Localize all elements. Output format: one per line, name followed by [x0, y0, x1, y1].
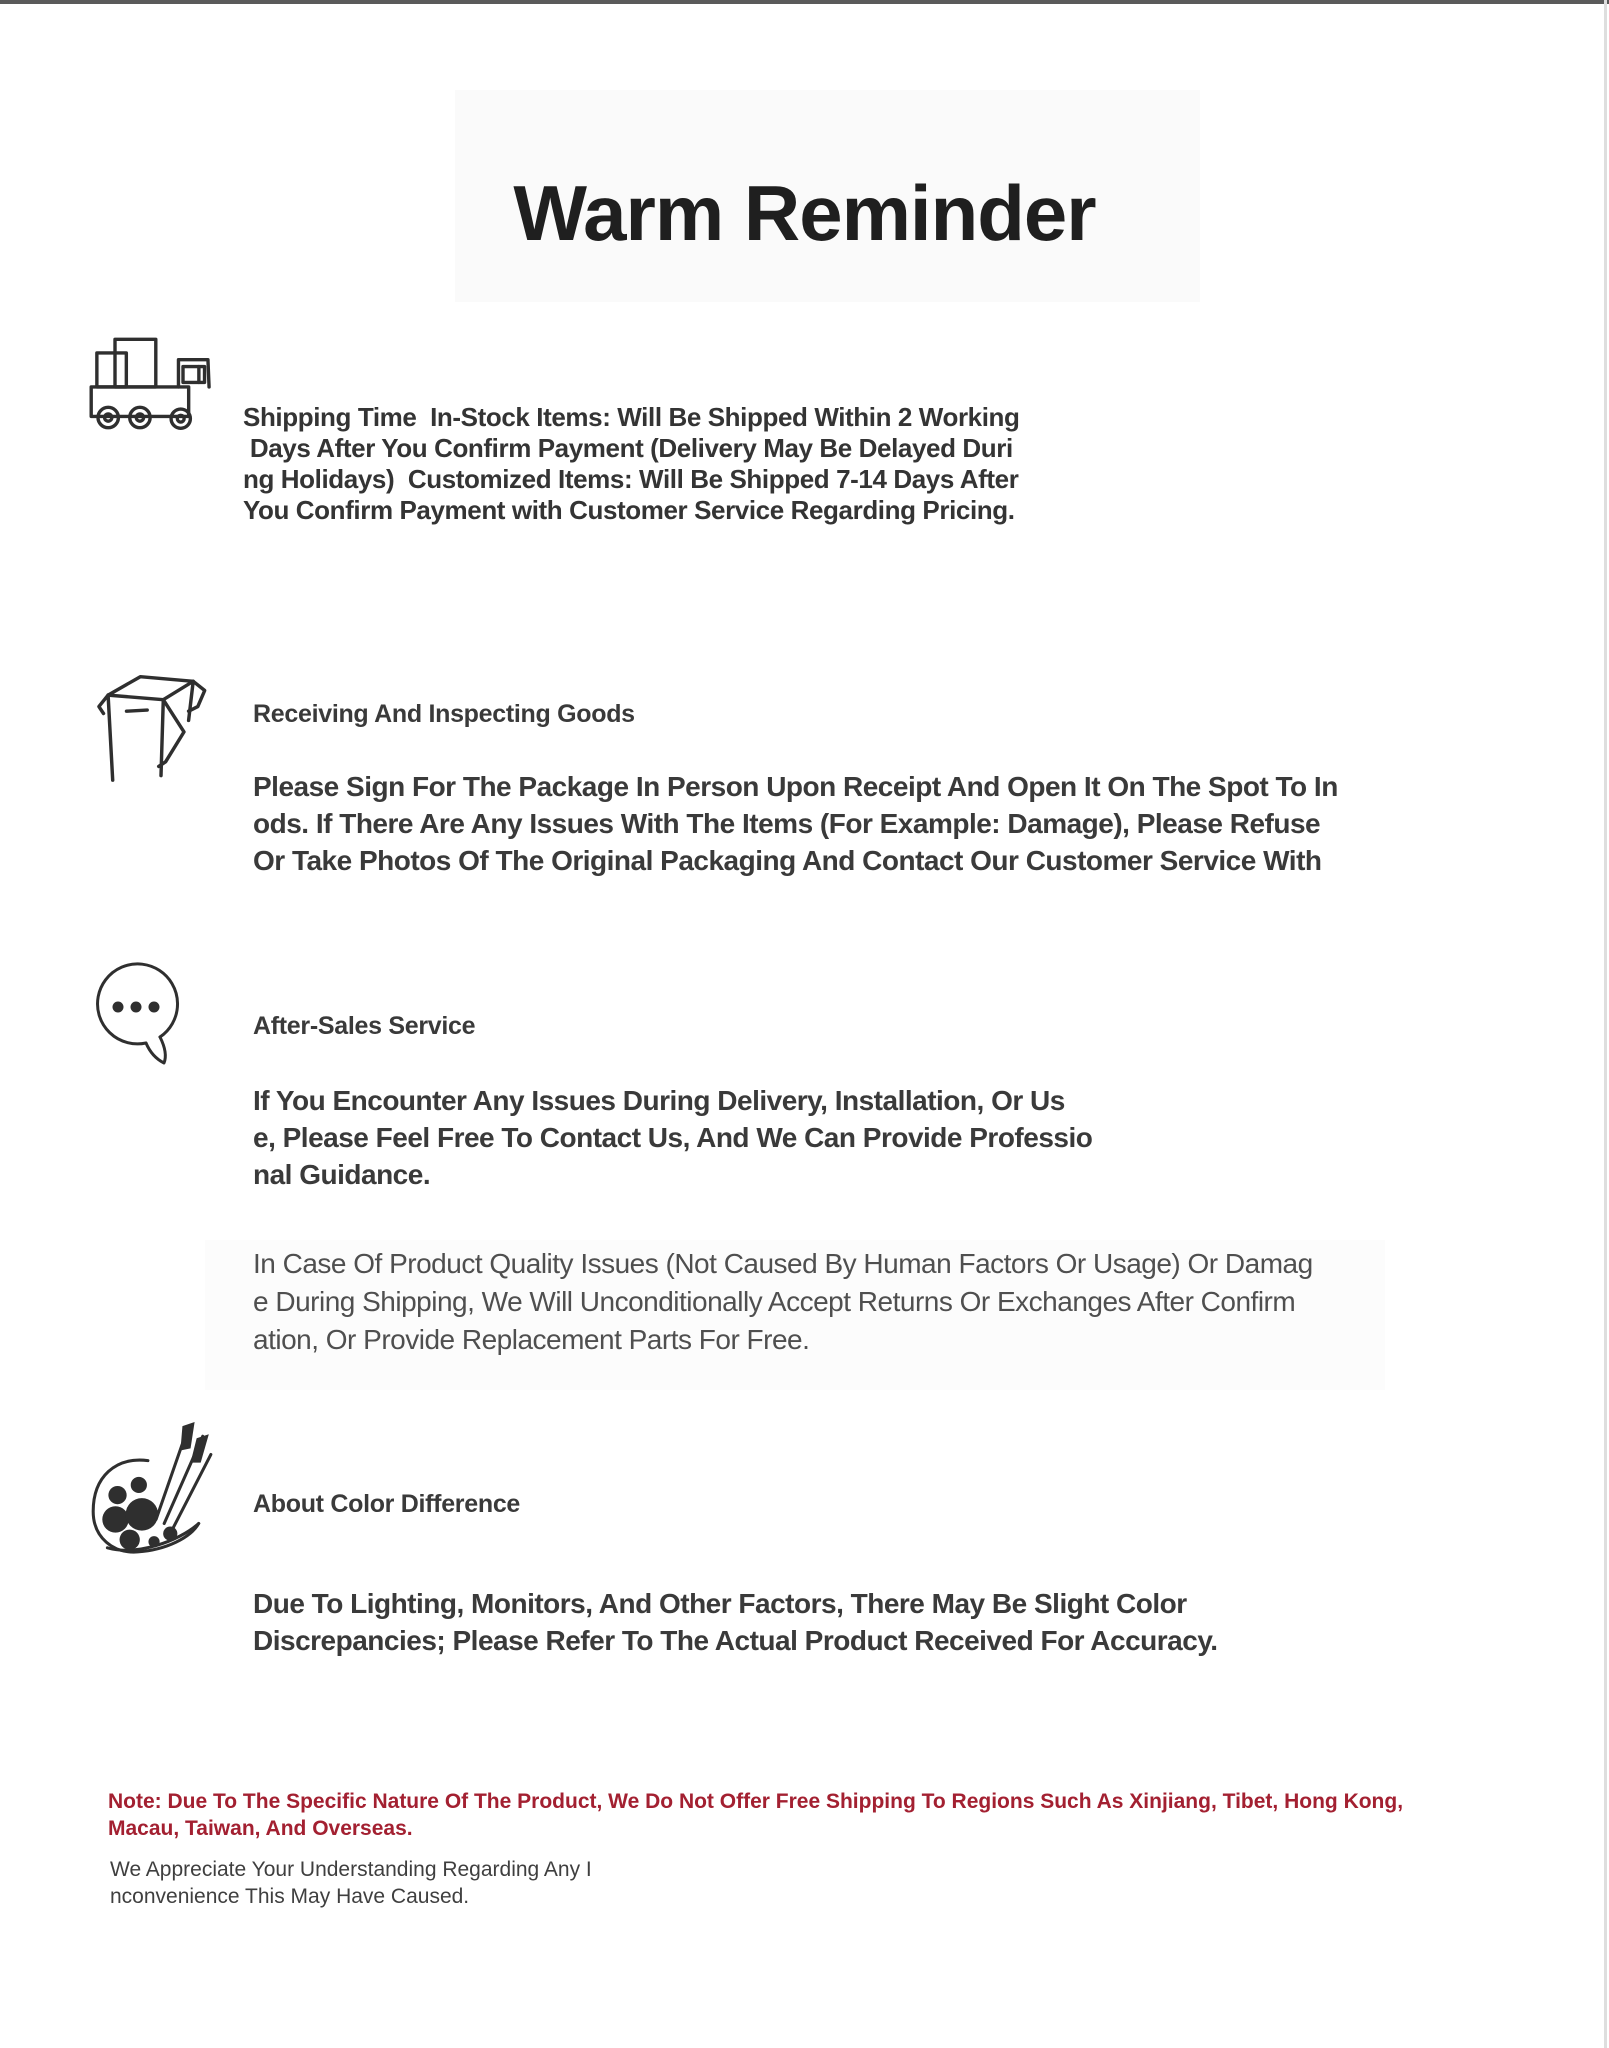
receiving-text: Please Sign For The Package In Person Upon Receipt And Open It On The Spot To In ods. If There Are Any Issues With The Items (For Example: Damage), Please Refuse Or Take Photos Of The Original Packaging And Contact Our Customer Service With	[253, 771, 1338, 876]
after-sales-heading: After-Sales Service	[253, 1012, 476, 1040]
after-sales-text: If You Encounter Any Issues During Delivery, Installation, Or Us e, Please Feel Free To Contact Us, And We Can Provide Professio nal Guidance.	[253, 1085, 1093, 1190]
paint-palette-icon	[85, 1418, 217, 1560]
color-difference-text: Due To Lighting, Monitors, And Other Factors, There May Be Slight Color Discrepancies; Please Refer To The Actual Product Received For Accuracy.	[253, 1588, 1218, 1656]
color-difference-heading: About Color Difference	[253, 1490, 521, 1518]
page-title: Warm Reminder	[513, 169, 1096, 257]
after-sales-policy-text: In Case Of Product Quality Issues (Not Caused By Human Factors Or Usage) Or Damag e During Shipping, We Will Unconditionally Accept Returns Or Exchanges After Confirm ation, Or Provide Replacement Parts For Free.	[253, 1248, 1313, 1355]
top-divider	[0, 0, 1609, 4]
truck-icon	[78, 328, 220, 430]
shipping-time-text: Shipping Time In-Stock Items: Will Be Shipped Within 2 Working Days After You Confirm Payment (Delivery May Be Delayed Duri ng Holidays) Customized Items: Will Be Shipped 7-14 Days After You Confirm Payment with Customer Service Regarding Pricing.	[243, 402, 1020, 525]
chat-bubble-icon	[88, 962, 188, 1074]
open-box-icon	[92, 655, 207, 795]
apology-note: We Appreciate Your Understanding Regarding Any I nconvenience This May Have Caused.	[110, 1858, 592, 1908]
right-edge-line	[1604, 0, 1607, 2048]
receiving-heading: Receiving And Inspecting Goods	[253, 700, 635, 728]
shipping-restriction-note: Note: Due To The Specific Nature Of The Product, We Do Not Offer Free Shipping To Regions Such As Xinjiang, Tibet, Hong Kong, Macau, Taiwan, And Overseas.	[108, 1790, 1404, 1840]
